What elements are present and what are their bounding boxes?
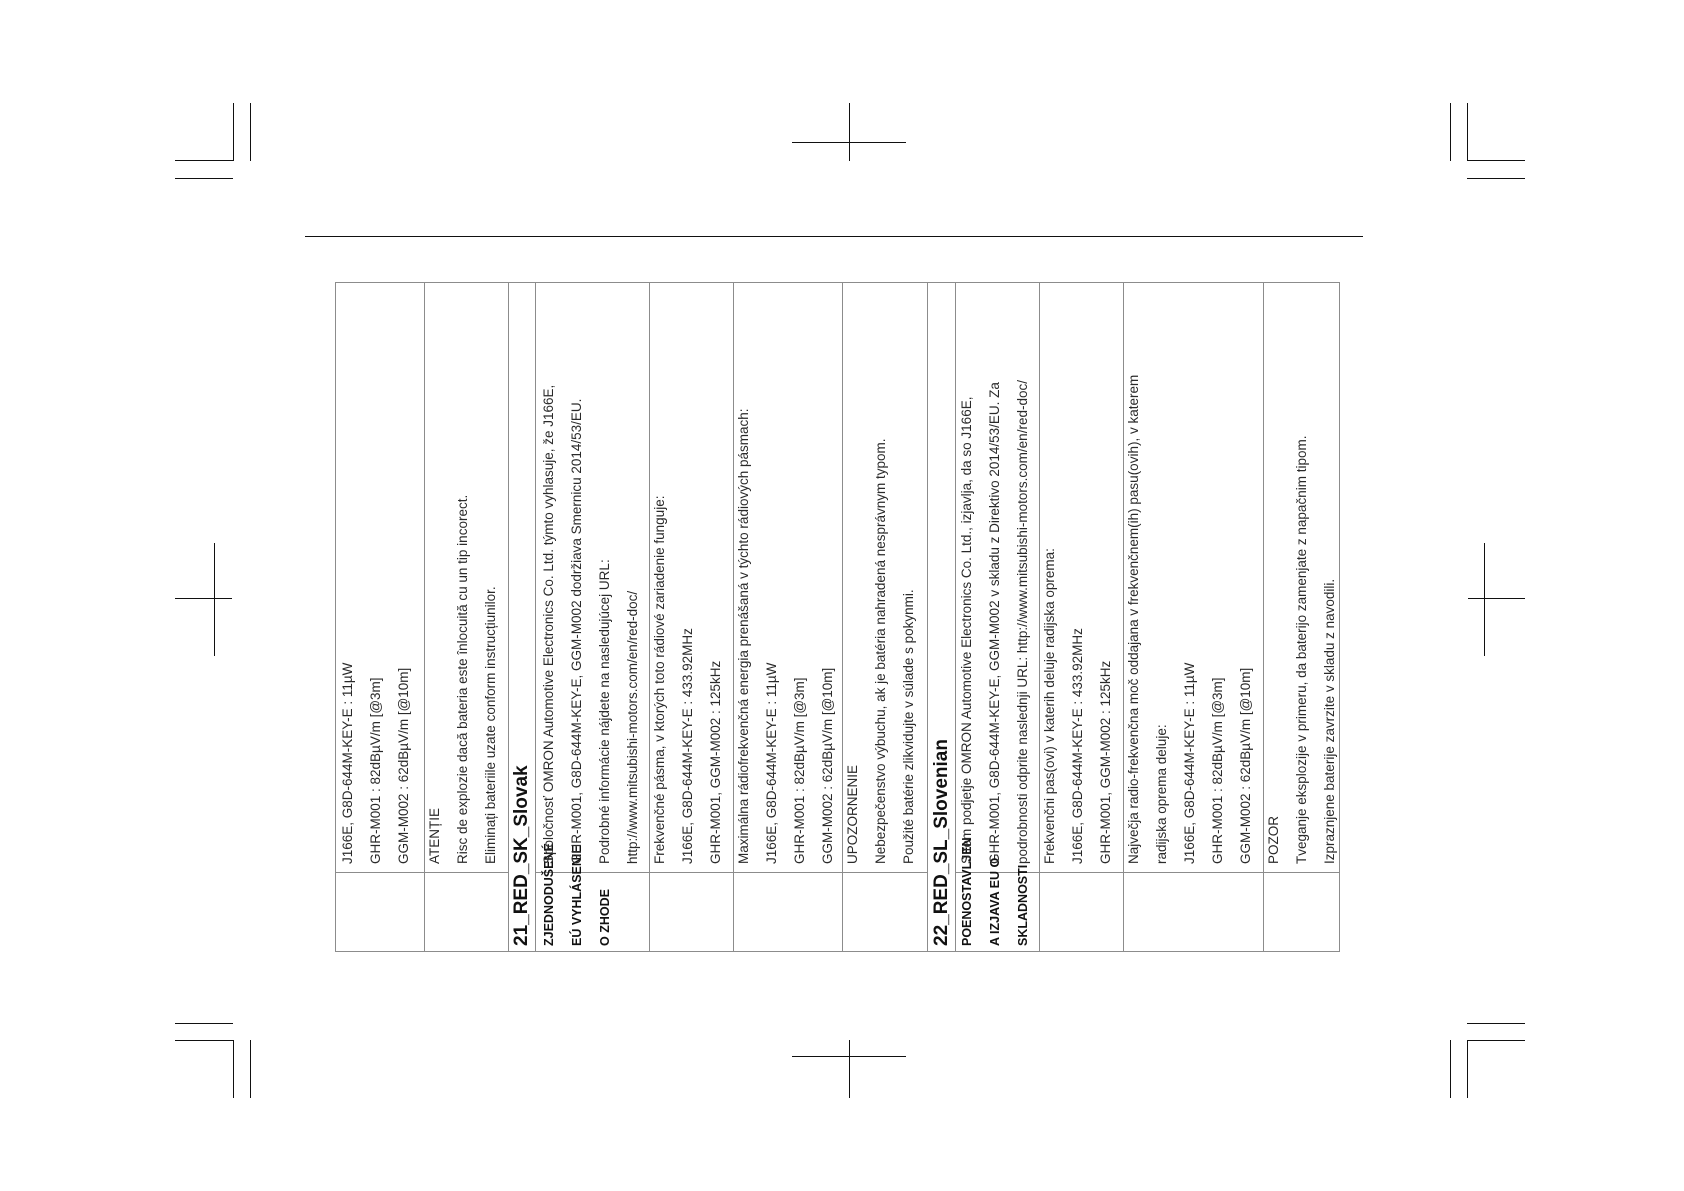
label-cell [336, 872, 424, 951]
declaration-label: A IZJAVA EU O [988, 857, 1002, 946]
text-line: podrobnosti odprite naslednji URL: http://www.mitsubishi-motors.com/en/red-doc/ [1015, 380, 1030, 864]
sk-declaration-row [535, 282, 649, 952]
text-line: Frekvenčné pásma, v ktorých toto rádiové zariadenie funguje: [652, 495, 667, 864]
warning-title: ATENȚIE [427, 807, 442, 864]
declaration-label: ZJEDNODUŠENÉ [542, 843, 556, 946]
text-line: J166E, G8D-644M-KEY-E : 11µW [764, 662, 779, 864]
label-cell [956, 837, 1039, 951]
text-line: GHR-M001, G8D-644M-KEY-E, GGM-M002 v skladu z Direktivo 2014/53/EU. Za [987, 382, 1002, 864]
declaration-label: EÚ VYHLÁSENIE [570, 845, 584, 946]
warning-title: POZOR [1266, 815, 1281, 864]
sk-power-row [733, 282, 842, 952]
ro-warning-row [424, 282, 508, 952]
text-line: GHR-M001 : 82dBµV/m [@3m] [792, 677, 807, 864]
sl-declaration-row [955, 282, 1039, 952]
label-cell [425, 872, 508, 951]
rotated-document-table [335, 282, 1340, 952]
text-line: Nebezpečenstvo výbuchu, ak je batéria nahradená nesprávnym typom. [873, 438, 888, 864]
text-line: GHR-M001 : 82dBµV/m [@3m] [368, 677, 383, 864]
page-top-rule [305, 236, 1363, 237]
text-line: GGM-M002 : 62dBµV/m [@10m] [820, 667, 835, 864]
declaration-label: POENOSTAVLJEN [960, 837, 974, 946]
label-cell [843, 872, 927, 951]
text-line: radijska oprema deluje: [1154, 724, 1169, 864]
text-line: J166E, G8D-644M-KEY-E : 433.92MHz [1070, 628, 1085, 864]
sl-power-row [1123, 282, 1263, 952]
text-line: Tveganje eksplozije v primeru, da baterijo zamenjate z napačnim tipom. [1294, 435, 1309, 864]
text-line: J166E, G8D-644M-KEY-E : 11µW [1182, 662, 1197, 864]
sl-bands-row [1039, 282, 1123, 952]
text-line: GHR-M001, GGM-M002 : 125kHz [708, 660, 723, 864]
text-line: GGM-M002 : 62dBµV/m [@10m] [1238, 667, 1253, 864]
text-line: GGM-M002 : 62dBµV/m [@10m] [396, 667, 411, 864]
text-line: S tem podjetje OMRON Automotive Electronics Co. Ltd., izjavlja, da so J166E, [959, 396, 974, 864]
sk-warning-row [842, 282, 927, 952]
sk-heading-row [508, 282, 535, 952]
section-heading: 21_RED_SK_Slovak [511, 765, 532, 946]
text-line: GHR-M001, G8D-644M-KEY-E, GGM-M002 dodržiava Smernicu 2014/53/EU. [569, 398, 584, 864]
label-cell [1040, 872, 1123, 951]
ro-frequency-row [335, 282, 424, 952]
text-line: J166E, G8D-644M-KEY-E : 11µW [340, 662, 355, 864]
section-heading: 22_RED_SL_Slovenian [931, 739, 952, 946]
text-line: Eliminați bateriile uzate conform instrucțiunilor. [483, 586, 498, 864]
text-line: Frekvenčni pas(ovi) v katerih deluje radijska oprema: [1042, 548, 1057, 864]
warning-title: UPOZORNENIE [845, 764, 860, 864]
text-line: Spoločnosť OMRON Automotive Electronics Co. Ltd. týmto vyhlasuje, že J166E, [541, 384, 556, 864]
text-line: GHR-M001, GGM-M002 : 125kHz [1098, 660, 1113, 864]
text-line: Podrobné informácie nájdete na nasledujúcej URL: [597, 559, 612, 864]
label-cell [536, 843, 649, 951]
text-line: Maximálna rádiofrekvenčná energia prenášaná v týchto rádiových pásmach: [736, 408, 751, 864]
text-line: J166E, G8D-644M-KEY-E : 433.92MHz [680, 628, 695, 864]
text-line: Použité batérie zlikvidujte v súlade s pokynmi. [901, 589, 916, 864]
label-cell [734, 872, 842, 951]
sl-heading-row [927, 282, 955, 952]
text-line: GHR-M001 : 82dBµV/m [@3m] [1210, 677, 1225, 864]
declaration-label: O ZHODE [598, 889, 612, 946]
text-line: Največja radio-frekvenčna moč oddajana v frekvenčnem(ih) pasu(ovih), v katerem [1126, 374, 1141, 864]
label-cell [1124, 872, 1263, 951]
sk-bands-row [649, 282, 733, 952]
text-line: Risc de explozie dacă bateria este înlocuită cu un tip incorect. [455, 494, 470, 864]
url-text: http://www.mitsubishi-motors.com/en/red-doc/ [625, 590, 640, 864]
text-line: Izpraznjene baterije zavrzite v skladu z navodili. [1322, 578, 1337, 864]
label-cell [650, 872, 733, 951]
declaration-label: SKLADNOSTI [1016, 864, 1030, 946]
label-cell [1264, 872, 1339, 951]
sl-warning-row [1263, 282, 1340, 952]
